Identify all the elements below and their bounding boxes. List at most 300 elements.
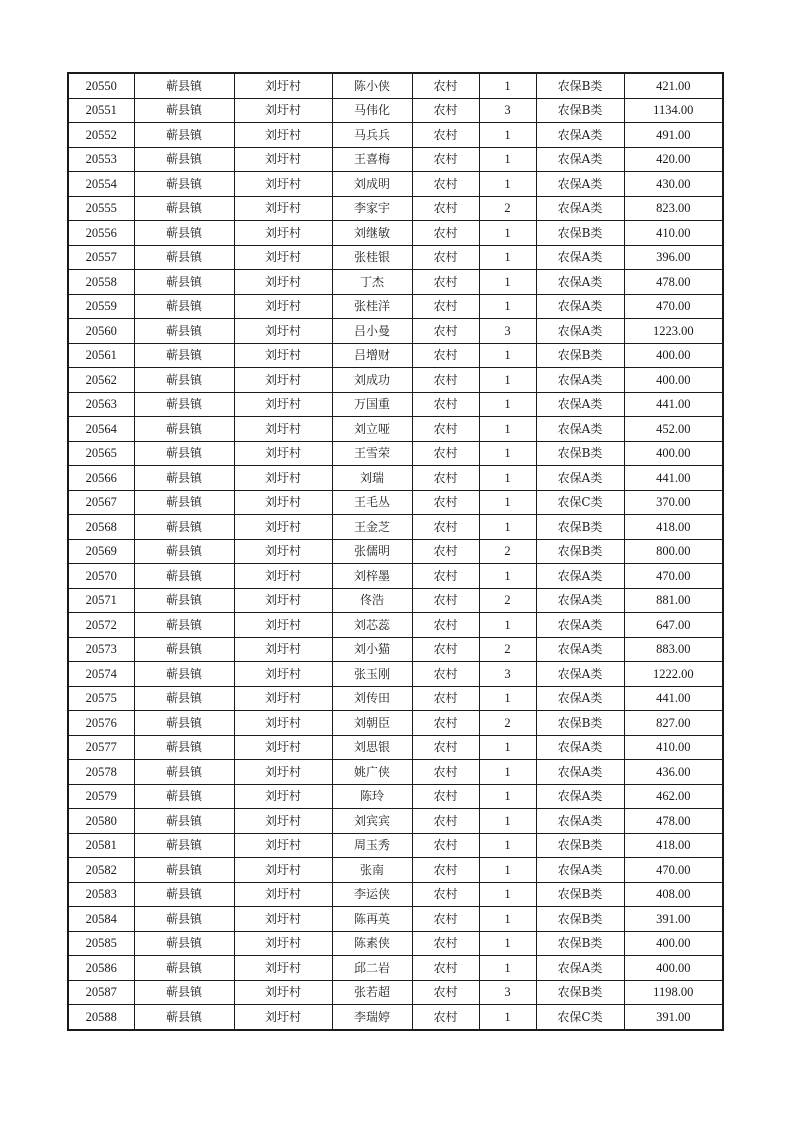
name-cell: 邱二岩 <box>332 956 412 981</box>
amount-cell: 881.00 <box>624 588 723 613</box>
household-count-cell: 1 <box>479 564 536 589</box>
table-row <box>68 784 723 809</box>
serial-number-cell: 20565 <box>68 441 134 466</box>
name-cell: 陈素侠 <box>332 931 412 956</box>
insurance-type-cell: 农保A类 <box>536 392 624 417</box>
insurance-type-cell: 农保A类 <box>536 319 624 344</box>
insurance-type-cell: 农保A类 <box>536 858 624 883</box>
category-cell: 农村 <box>412 833 479 858</box>
name-cell: 陈小侠 <box>332 73 412 98</box>
village-cell: 刘圩村 <box>234 613 332 638</box>
name-cell: 万国重 <box>332 392 412 417</box>
household-count-cell: 3 <box>479 662 536 687</box>
household-count-cell: 1 <box>479 784 536 809</box>
name-cell: 刘小猫 <box>332 637 412 662</box>
name-cell: 吕小曼 <box>332 319 412 344</box>
category-cell: 农村 <box>412 711 479 736</box>
insurance-type-cell: 农保B类 <box>536 711 624 736</box>
township-cell: 蕲县镇 <box>134 735 234 760</box>
table-row <box>68 73 723 98</box>
table-row <box>68 417 723 442</box>
amount-cell: 408.00 <box>624 882 723 907</box>
township-cell: 蕲县镇 <box>134 441 234 466</box>
serial-number-cell: 20582 <box>68 858 134 883</box>
household-count-cell: 1 <box>479 490 536 515</box>
insurance-type-cell: 农保A类 <box>536 686 624 711</box>
amount-cell: 370.00 <box>624 490 723 515</box>
name-cell: 刘成功 <box>332 368 412 393</box>
serial-number-cell: 20577 <box>68 735 134 760</box>
table-row <box>68 123 723 148</box>
amount-cell: 400.00 <box>624 343 723 368</box>
township-cell: 蕲县镇 <box>134 73 234 98</box>
village-cell: 刘圩村 <box>234 588 332 613</box>
amount-cell: 470.00 <box>624 564 723 589</box>
household-count-cell: 1 <box>479 907 536 932</box>
category-cell: 农村 <box>412 441 479 466</box>
household-count-cell: 1 <box>479 956 536 981</box>
table-row <box>68 490 723 515</box>
amount-cell: 391.00 <box>624 1005 723 1030</box>
category-cell: 农村 <box>412 588 479 613</box>
table-row <box>68 931 723 956</box>
serial-number-cell: 20568 <box>68 515 134 540</box>
household-count-cell: 1 <box>479 343 536 368</box>
village-cell: 刘圩村 <box>234 882 332 907</box>
village-cell: 刘圩村 <box>234 98 332 123</box>
serial-number-cell: 20579 <box>68 784 134 809</box>
amount-cell: 400.00 <box>624 441 723 466</box>
category-cell: 农村 <box>412 931 479 956</box>
table-row <box>68 956 723 981</box>
category-cell: 农村 <box>412 196 479 221</box>
amount-cell: 470.00 <box>624 858 723 883</box>
village-cell: 刘圩村 <box>234 466 332 491</box>
household-count-cell: 1 <box>479 172 536 197</box>
name-cell: 佟浩 <box>332 588 412 613</box>
township-cell: 蕲县镇 <box>134 833 234 858</box>
village-cell: 刘圩村 <box>234 858 332 883</box>
serial-number-cell: 20559 <box>68 294 134 319</box>
category-cell: 农村 <box>412 270 479 295</box>
name-cell: 姚广侠 <box>332 760 412 785</box>
household-count-cell: 2 <box>479 539 536 564</box>
village-cell: 刘圩村 <box>234 686 332 711</box>
township-cell: 蕲县镇 <box>134 123 234 148</box>
serial-number-cell: 20587 <box>68 980 134 1005</box>
township-cell: 蕲县镇 <box>134 221 234 246</box>
village-cell: 刘圩村 <box>234 515 332 540</box>
village-cell: 刘圩村 <box>234 319 332 344</box>
table-row <box>68 319 723 344</box>
insurance-type-cell: 农保A类 <box>536 662 624 687</box>
amount-cell: 400.00 <box>624 956 723 981</box>
village-cell: 刘圩村 <box>234 662 332 687</box>
insurance-type-cell: 农保B类 <box>536 833 624 858</box>
household-count-cell: 1 <box>479 833 536 858</box>
amount-cell: 436.00 <box>624 760 723 785</box>
insurance-type-cell: 农保A类 <box>536 245 624 270</box>
category-cell: 农村 <box>412 319 479 344</box>
insurance-type-cell: 农保A类 <box>536 196 624 221</box>
township-cell: 蕲县镇 <box>134 809 234 834</box>
household-count-cell: 1 <box>479 441 536 466</box>
table-row <box>68 833 723 858</box>
category-cell: 农村 <box>412 637 479 662</box>
village-cell: 刘圩村 <box>234 368 332 393</box>
category-cell: 农村 <box>412 245 479 270</box>
amount-cell: 396.00 <box>624 245 723 270</box>
name-cell: 刘瑞 <box>332 466 412 491</box>
amount-cell: 418.00 <box>624 515 723 540</box>
serial-number-cell: 20566 <box>68 466 134 491</box>
township-cell: 蕲县镇 <box>134 686 234 711</box>
village-cell: 刘圩村 <box>234 172 332 197</box>
insurance-type-cell: 农保A类 <box>536 613 624 638</box>
amount-cell: 420.00 <box>624 147 723 172</box>
village-cell: 刘圩村 <box>234 123 332 148</box>
table-row <box>68 196 723 221</box>
township-cell: 蕲县镇 <box>134 613 234 638</box>
serial-number-cell: 20555 <box>68 196 134 221</box>
serial-number-cell: 20578 <box>68 760 134 785</box>
township-cell: 蕲县镇 <box>134 588 234 613</box>
township-cell: 蕲县镇 <box>134 956 234 981</box>
serial-number-cell: 20574 <box>68 662 134 687</box>
table-row <box>68 1005 723 1030</box>
township-cell: 蕲县镇 <box>134 147 234 172</box>
category-cell: 农村 <box>412 809 479 834</box>
amount-cell: 410.00 <box>624 221 723 246</box>
insurance-type-cell: 农保A类 <box>536 466 624 491</box>
serial-number-cell: 20560 <box>68 319 134 344</box>
serial-number-cell: 20584 <box>68 907 134 932</box>
amount-cell: 391.00 <box>624 907 723 932</box>
category-cell: 农村 <box>412 147 479 172</box>
amount-cell: 647.00 <box>624 613 723 638</box>
serial-number-cell: 20550 <box>68 73 134 98</box>
category-cell: 农村 <box>412 1005 479 1030</box>
household-count-cell: 1 <box>479 882 536 907</box>
amount-cell: 452.00 <box>624 417 723 442</box>
serial-number-cell: 20564 <box>68 417 134 442</box>
township-cell: 蕲县镇 <box>134 417 234 442</box>
amount-cell: 800.00 <box>624 539 723 564</box>
category-cell: 农村 <box>412 613 479 638</box>
serial-number-cell: 20571 <box>68 588 134 613</box>
township-cell: 蕲县镇 <box>134 172 234 197</box>
table-row <box>68 637 723 662</box>
village-cell: 刘圩村 <box>234 490 332 515</box>
amount-cell: 470.00 <box>624 294 723 319</box>
household-count-cell: 2 <box>479 637 536 662</box>
village-cell: 刘圩村 <box>234 343 332 368</box>
name-cell: 王雪荣 <box>332 441 412 466</box>
insurance-type-cell: 农保A类 <box>536 564 624 589</box>
category-cell: 农村 <box>412 368 479 393</box>
amount-cell: 1223.00 <box>624 319 723 344</box>
serial-number-cell: 20569 <box>68 539 134 564</box>
serial-number-cell: 20554 <box>68 172 134 197</box>
village-cell: 刘圩村 <box>234 417 332 442</box>
household-count-cell: 3 <box>479 980 536 1005</box>
township-cell: 蕲县镇 <box>134 637 234 662</box>
serial-number-cell: 20583 <box>68 882 134 907</box>
village-cell: 刘圩村 <box>234 931 332 956</box>
insurance-type-cell: 农保A类 <box>536 760 624 785</box>
serial-number-cell: 20581 <box>68 833 134 858</box>
table-row <box>68 270 723 295</box>
category-cell: 农村 <box>412 490 479 515</box>
name-cell: 刘传田 <box>332 686 412 711</box>
data-table <box>67 72 724 1031</box>
amount-cell: 1134.00 <box>624 98 723 123</box>
name-cell: 刘芯蕊 <box>332 613 412 638</box>
serial-number-cell: 20557 <box>68 245 134 270</box>
township-cell: 蕲县镇 <box>134 662 234 687</box>
table-row <box>68 760 723 785</box>
table-row <box>68 613 723 638</box>
township-cell: 蕲县镇 <box>134 368 234 393</box>
category-cell: 农村 <box>412 73 479 98</box>
township-cell: 蕲县镇 <box>134 564 234 589</box>
insurance-type-cell: 农保A类 <box>536 588 624 613</box>
category-cell: 农村 <box>412 221 479 246</box>
name-cell: 张儒明 <box>332 539 412 564</box>
serial-number-cell: 20556 <box>68 221 134 246</box>
name-cell: 张玉刚 <box>332 662 412 687</box>
serial-number-cell: 20570 <box>68 564 134 589</box>
serial-number-cell: 20580 <box>68 809 134 834</box>
name-cell: 吕增财 <box>332 343 412 368</box>
category-cell: 农村 <box>412 907 479 932</box>
township-cell: 蕲县镇 <box>134 245 234 270</box>
name-cell: 张若超 <box>332 980 412 1005</box>
household-count-cell: 1 <box>479 858 536 883</box>
category-cell: 农村 <box>412 417 479 442</box>
township-cell: 蕲县镇 <box>134 270 234 295</box>
township-cell: 蕲县镇 <box>134 858 234 883</box>
township-cell: 蕲县镇 <box>134 343 234 368</box>
insurance-type-cell: 农保B类 <box>536 515 624 540</box>
village-cell: 刘圩村 <box>234 956 332 981</box>
insurance-type-cell: 农保C类 <box>536 490 624 515</box>
amount-cell: 441.00 <box>624 466 723 491</box>
village-cell: 刘圩村 <box>234 907 332 932</box>
category-cell: 农村 <box>412 123 479 148</box>
category-cell: 农村 <box>412 539 479 564</box>
township-cell: 蕲县镇 <box>134 980 234 1005</box>
serial-number-cell: 20561 <box>68 343 134 368</box>
household-count-cell: 1 <box>479 417 536 442</box>
table-row <box>68 221 723 246</box>
table-body <box>68 73 723 1030</box>
amount-cell: 400.00 <box>624 931 723 956</box>
township-cell: 蕲县镇 <box>134 490 234 515</box>
village-cell: 刘圩村 <box>234 539 332 564</box>
village-cell: 刘圩村 <box>234 760 332 785</box>
insurance-type-cell: 农保B类 <box>536 73 624 98</box>
insurance-type-cell: 农保A类 <box>536 637 624 662</box>
amount-cell: 462.00 <box>624 784 723 809</box>
category-cell: 农村 <box>412 735 479 760</box>
village-cell: 刘圩村 <box>234 809 332 834</box>
household-count-cell: 1 <box>479 809 536 834</box>
amount-cell: 1222.00 <box>624 662 723 687</box>
serial-number-cell: 20573 <box>68 637 134 662</box>
name-cell: 李瑞婷 <box>332 1005 412 1030</box>
insurance-type-cell: 农保B类 <box>536 882 624 907</box>
village-cell: 刘圩村 <box>234 294 332 319</box>
insurance-type-cell: 农保B类 <box>536 980 624 1005</box>
household-count-cell: 1 <box>479 294 536 319</box>
name-cell: 陈玲 <box>332 784 412 809</box>
village-cell: 刘圩村 <box>234 441 332 466</box>
category-cell: 农村 <box>412 466 479 491</box>
household-count-cell: 1 <box>479 613 536 638</box>
household-count-cell: 1 <box>479 73 536 98</box>
name-cell: 王喜梅 <box>332 147 412 172</box>
name-cell: 张南 <box>332 858 412 883</box>
township-cell: 蕲县镇 <box>134 1005 234 1030</box>
table-row <box>68 294 723 319</box>
table-row <box>68 147 723 172</box>
township-cell: 蕲县镇 <box>134 196 234 221</box>
insurance-type-cell: 农保B类 <box>536 931 624 956</box>
household-count-cell: 1 <box>479 515 536 540</box>
township-cell: 蕲县镇 <box>134 515 234 540</box>
table-row <box>68 343 723 368</box>
table-row <box>68 662 723 687</box>
name-cell: 刘继敏 <box>332 221 412 246</box>
township-cell: 蕲县镇 <box>134 539 234 564</box>
table-row <box>68 172 723 197</box>
village-cell: 刘圩村 <box>234 73 332 98</box>
category-cell: 农村 <box>412 956 479 981</box>
household-count-cell: 2 <box>479 196 536 221</box>
insurance-type-cell: 农保A类 <box>536 172 624 197</box>
amount-cell: 441.00 <box>624 686 723 711</box>
insurance-type-cell: 农保B类 <box>536 98 624 123</box>
village-cell: 刘圩村 <box>234 147 332 172</box>
village-cell: 刘圩村 <box>234 1005 332 1030</box>
category-cell: 农村 <box>412 662 479 687</box>
village-cell: 刘圩村 <box>234 833 332 858</box>
name-cell: 王毛丛 <box>332 490 412 515</box>
insurance-type-cell: 农保A类 <box>536 270 624 295</box>
township-cell: 蕲县镇 <box>134 907 234 932</box>
serial-number-cell: 20551 <box>68 98 134 123</box>
village-cell: 刘圩村 <box>234 784 332 809</box>
township-cell: 蕲县镇 <box>134 760 234 785</box>
category-cell: 农村 <box>412 98 479 123</box>
category-cell: 农村 <box>412 686 479 711</box>
household-count-cell: 1 <box>479 221 536 246</box>
household-count-cell: 1 <box>479 123 536 148</box>
serial-number-cell: 20562 <box>68 368 134 393</box>
category-cell: 农村 <box>412 858 479 883</box>
insurance-type-cell: 农保A类 <box>536 809 624 834</box>
township-cell: 蕲县镇 <box>134 319 234 344</box>
table-row <box>68 809 723 834</box>
household-count-cell: 3 <box>479 98 536 123</box>
name-cell: 李运侠 <box>332 882 412 907</box>
village-cell: 刘圩村 <box>234 735 332 760</box>
insurance-type-cell: 农保C类 <box>536 1005 624 1030</box>
amount-cell: 400.00 <box>624 368 723 393</box>
category-cell: 农村 <box>412 172 479 197</box>
serial-number-cell: 20558 <box>68 270 134 295</box>
category-cell: 农村 <box>412 294 479 319</box>
name-cell: 丁杰 <box>332 270 412 295</box>
name-cell: 马伟化 <box>332 98 412 123</box>
amount-cell: 478.00 <box>624 270 723 295</box>
category-cell: 农村 <box>412 343 479 368</box>
name-cell: 刘梓墨 <box>332 564 412 589</box>
village-cell: 刘圩村 <box>234 637 332 662</box>
serial-number-cell: 20588 <box>68 1005 134 1030</box>
village-cell: 刘圩村 <box>234 980 332 1005</box>
insurance-type-cell: 农保A类 <box>536 147 624 172</box>
name-cell: 刘宾宾 <box>332 809 412 834</box>
category-cell: 农村 <box>412 564 479 589</box>
category-cell: 农村 <box>412 882 479 907</box>
table-row <box>68 98 723 123</box>
name-cell: 刘朝臣 <box>332 711 412 736</box>
household-count-cell: 1 <box>479 245 536 270</box>
household-count-cell: 2 <box>479 711 536 736</box>
table-row <box>68 686 723 711</box>
table-row <box>68 588 723 613</box>
table-row <box>68 245 723 270</box>
category-cell: 农村 <box>412 980 479 1005</box>
name-cell: 刘思银 <box>332 735 412 760</box>
table-row <box>68 368 723 393</box>
household-count-cell: 1 <box>479 368 536 393</box>
household-count-cell: 2 <box>479 588 536 613</box>
category-cell: 农村 <box>412 515 479 540</box>
name-cell: 刘成明 <box>332 172 412 197</box>
amount-cell: 421.00 <box>624 73 723 98</box>
serial-number-cell: 20553 <box>68 147 134 172</box>
table-row <box>68 980 723 1005</box>
name-cell: 张桂洋 <box>332 294 412 319</box>
township-cell: 蕲县镇 <box>134 882 234 907</box>
amount-cell: 883.00 <box>624 637 723 662</box>
serial-number-cell: 20585 <box>68 931 134 956</box>
name-cell: 李家宇 <box>332 196 412 221</box>
household-count-cell: 1 <box>479 1005 536 1030</box>
amount-cell: 418.00 <box>624 833 723 858</box>
village-cell: 刘圩村 <box>234 221 332 246</box>
amount-cell: 478.00 <box>624 809 723 834</box>
table-row <box>68 441 723 466</box>
amount-cell: 441.00 <box>624 392 723 417</box>
township-cell: 蕲县镇 <box>134 294 234 319</box>
table-row <box>68 907 723 932</box>
township-cell: 蕲县镇 <box>134 98 234 123</box>
category-cell: 农村 <box>412 760 479 785</box>
village-cell: 刘圩村 <box>234 711 332 736</box>
name-cell: 陈再英 <box>332 907 412 932</box>
insurance-type-cell: 农保B类 <box>536 343 624 368</box>
table-row <box>68 515 723 540</box>
name-cell: 刘立哑 <box>332 417 412 442</box>
serial-number-cell: 20575 <box>68 686 134 711</box>
table-row <box>68 466 723 491</box>
insurance-type-cell: 农保B类 <box>536 221 624 246</box>
insurance-type-cell: 农保A类 <box>536 956 624 981</box>
